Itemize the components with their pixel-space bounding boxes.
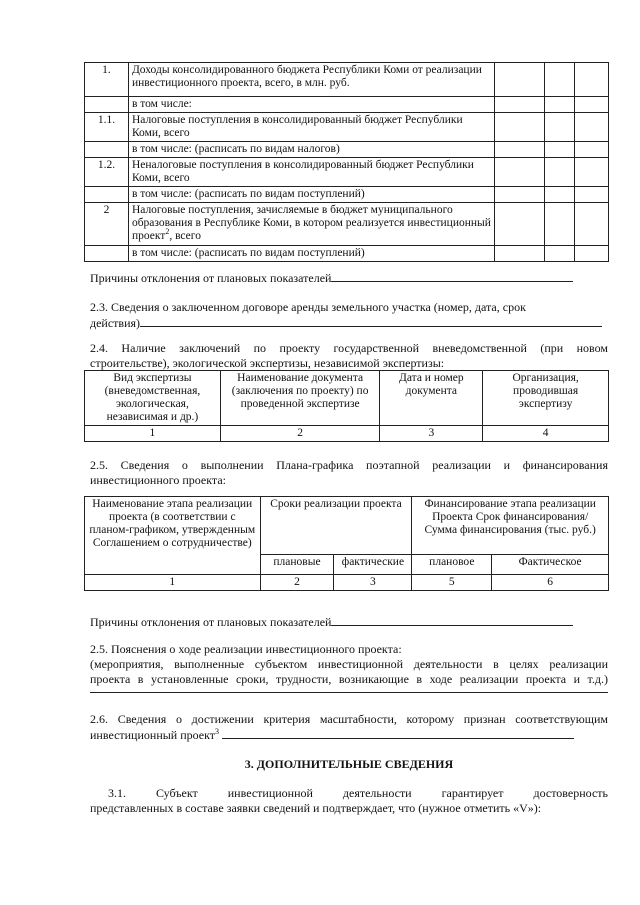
column-number: 6 xyxy=(492,575,609,591)
subheader: Фактическое xyxy=(492,555,609,575)
row-number: 1. xyxy=(85,63,129,97)
section-2-4-text: 2.4. Наличие заключений по проекту государственной вневедомственной (при новом xyxy=(90,341,608,355)
section-2-6 xyxy=(90,712,608,743)
section-2-5-explanations xyxy=(90,642,608,687)
fill-line xyxy=(331,270,573,282)
deviation-reasons-label: Причины отклонения от плановых показателей xyxy=(90,271,332,285)
value-cell xyxy=(495,246,545,262)
timeline-header: Сроки реализации проекта xyxy=(260,497,412,555)
subheader: фактические xyxy=(334,555,412,575)
column-header: Наименование документа (заключения по проекту) по проведенной экспертизе xyxy=(220,371,380,426)
value-cell xyxy=(495,142,545,158)
section-2-6-text: 2.6. Сведения о достижении критерия масштабности, которому признан соответствующим xyxy=(90,712,608,726)
footnote-ref: 3 xyxy=(215,727,220,736)
value-cell xyxy=(575,63,609,97)
section-2-5-text-cont: инвестиционного проекта: xyxy=(90,473,226,487)
section-2-6-text-cont: инвестиционный проект xyxy=(90,728,216,742)
value-cell xyxy=(575,187,609,203)
fill-line xyxy=(140,315,602,327)
schedule-table xyxy=(84,496,609,591)
value-cell xyxy=(575,142,609,158)
value-cell xyxy=(495,158,545,187)
row-text: Неналоговые поступления в консолидированный бюджет Республики Коми, всего xyxy=(128,158,494,187)
table-row xyxy=(85,97,609,113)
section-2-3-text: 2.3. Сведения о заключенном договоре аренды земельного участка (номер, дата, срок xyxy=(90,300,526,314)
table-row xyxy=(85,187,609,203)
value-cell xyxy=(495,97,545,113)
subheader: плановое xyxy=(412,555,492,575)
column-header: Вид экспертизы (вневедомственная, экологическая, независимая и др.) xyxy=(85,371,221,426)
section-2-5b-text: 2.5. Пояснения о ходе реализации инвестиционного проекта: xyxy=(90,642,402,656)
column-number: 1 xyxy=(85,426,221,442)
fill-line xyxy=(222,727,574,739)
column-number: 3 xyxy=(334,575,412,591)
value-cell xyxy=(575,97,609,113)
row-number: 1.1. xyxy=(85,113,129,142)
column-header: Дата и номер документа xyxy=(380,371,483,426)
deviation-reasons-label: Причины отклонения от плановых показателей xyxy=(90,615,332,629)
section-3-1-text-cont: представленных в составе заявки сведений и подтверждает, что (нужное отметить «V»): xyxy=(90,801,542,815)
value-cell xyxy=(575,113,609,142)
row-text: в том числе: xyxy=(128,97,494,113)
table-row xyxy=(85,575,609,591)
deviation-reasons-2 xyxy=(90,614,610,630)
section-2-4-text-cont: строительстве), экологической экспертизы, независимой экспертизы: xyxy=(90,356,445,370)
section-2-3 xyxy=(90,300,608,331)
value-cell xyxy=(495,63,545,97)
value-cell xyxy=(575,158,609,187)
table-row xyxy=(85,203,609,246)
table-header-row xyxy=(85,497,609,555)
row-number: 1.2. xyxy=(85,158,129,187)
financing-header: Финансирование этапа реализации Проекта Срок финансирования/ Сумма финансирования (тыс. руб.) xyxy=(412,497,609,555)
value-cell xyxy=(545,63,575,97)
table-row xyxy=(85,158,609,187)
column-number: 4 xyxy=(483,426,609,442)
fill-line xyxy=(90,692,608,693)
column-number: 2 xyxy=(260,575,334,591)
row-number xyxy=(85,97,129,113)
deviation-reasons-1 xyxy=(90,270,610,286)
value-cell xyxy=(545,203,575,246)
subheader: плановые xyxy=(260,555,334,575)
table-row xyxy=(85,113,609,142)
row-number: 2 xyxy=(85,203,129,246)
value-cell xyxy=(545,113,575,142)
section-2-4 xyxy=(90,341,608,371)
value-cell xyxy=(545,158,575,187)
value-cell xyxy=(545,246,575,262)
row-text: в том числе: (расписать по видам налогов) xyxy=(128,142,494,158)
value-cell xyxy=(495,187,545,203)
value-cell xyxy=(545,142,575,158)
table-row xyxy=(85,63,609,97)
section-3-1 xyxy=(90,786,608,816)
expertise-table xyxy=(84,370,609,442)
section-2-5-text: 2.5. Сведения о выполнении Плана-графика поэтапной реализации и финансирования xyxy=(90,458,608,472)
section-2-5-schedule xyxy=(90,458,608,488)
column-number: 2 xyxy=(220,426,380,442)
value-cell xyxy=(545,97,575,113)
section-3-title: 3. ДОПОЛНИТЕЛЬНЫЕ СВЕДЕНИЯ xyxy=(244,757,454,771)
row-text: Доходы консолидированного бюджета Республики Коми от реализации инвестиционного проекта, всего, в млн. руб. xyxy=(128,63,494,97)
row-number xyxy=(85,187,129,203)
table-row xyxy=(85,142,609,158)
row-number xyxy=(85,246,129,262)
table-row xyxy=(85,426,609,442)
section-3-1-text: 3.1. Субъект инвестиционной деятельности гарантирует достоверность xyxy=(108,786,608,800)
section-2-5b-text-cont: проекта в установленные сроки, трудности, возникающие в ходе реализации проекта и т.д.) xyxy=(90,672,608,686)
value-cell xyxy=(495,203,545,246)
table-header-row xyxy=(85,371,609,426)
value-cell xyxy=(545,187,575,203)
table-row xyxy=(85,246,609,262)
row-text: в том числе: (расписать по видам поступлений) xyxy=(128,187,494,203)
value-cell xyxy=(575,203,609,246)
column-header: Организация, проводившая экспертизу xyxy=(483,371,609,426)
column-number: 3 xyxy=(380,426,483,442)
value-cell xyxy=(575,246,609,262)
fill-line xyxy=(331,614,573,626)
budget-revenue-table xyxy=(84,62,609,262)
stage-name-header: Наименование этапа реализации проекта (в соответствии с планом-графиком, утвержденным Соглашением о сотрудничестве) xyxy=(85,497,261,575)
column-number: 1 xyxy=(85,575,261,591)
section-2-3-text-cont: действия) xyxy=(90,316,141,330)
section-2-5b-text-cont: (мероприятия, выполненные субъектом инвестиционной деятельности в целях реализации xyxy=(90,657,608,671)
value-cell xyxy=(495,113,545,142)
row-text: Налоговые поступления в консолидированный бюджет Республики Коми, всего xyxy=(128,113,494,142)
column-number: 5 xyxy=(412,575,492,591)
row-text: в том числе: (расписать по видам поступлений) xyxy=(128,246,494,262)
row-number xyxy=(85,142,129,158)
row-text: Налоговые поступления, зачисляемые в бюджет муниципального образования в Республике Коми, в котором реализуется инвестиционный проект$^2$, всего xyxy=(128,203,494,246)
